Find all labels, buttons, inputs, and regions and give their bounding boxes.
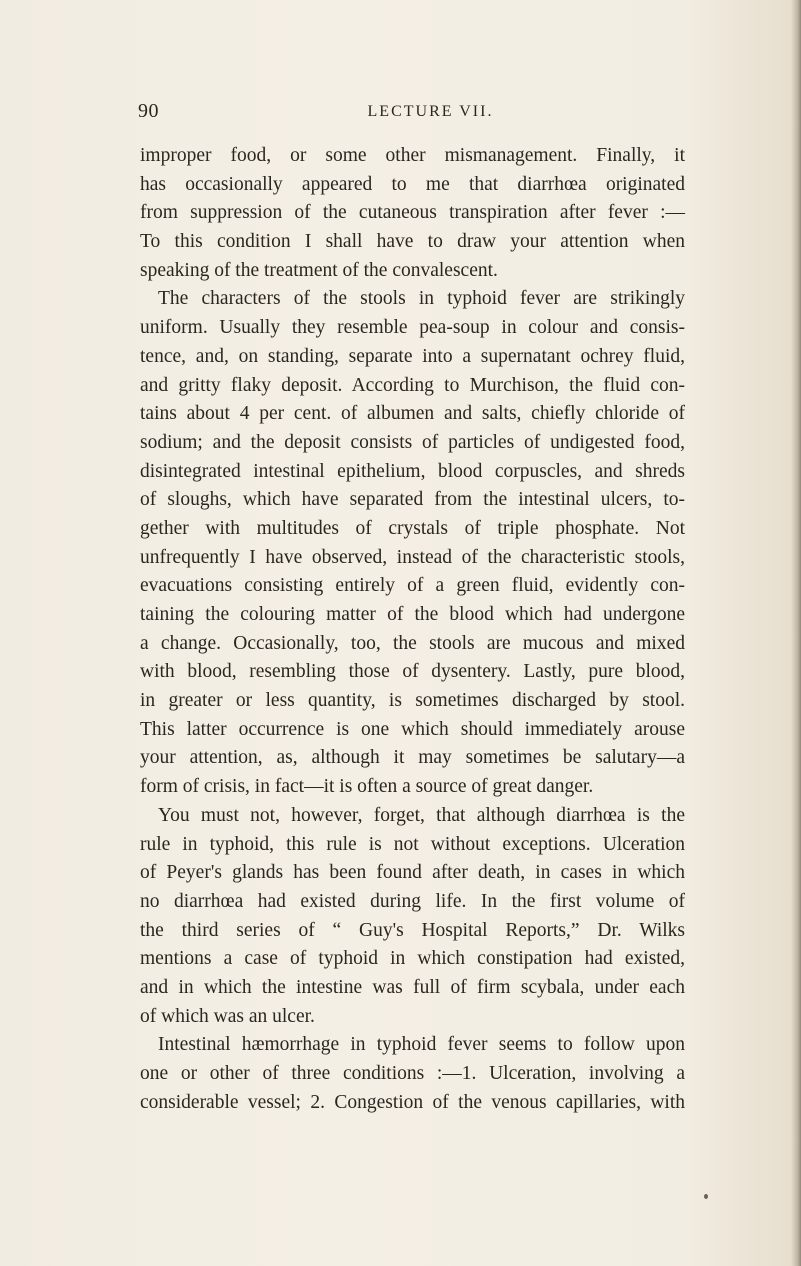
text-line: rule in typhoid, this rule is not without exceptions. Ulceration xyxy=(140,833,685,855)
text-line: sodium; and the deposit consists of particles of undigested food, xyxy=(140,431,685,453)
text-line: To this condition I shall have to draw your attention when xyxy=(140,231,685,253)
text-line: unfrequently I have observed, instead of the characteristic stools, xyxy=(140,546,685,568)
text-line: The characters of the stools in typhoid fever are strikingly xyxy=(158,288,685,310)
text-line: Intestinal hæmorrhage in typhoid fever seems to follow upon xyxy=(158,1034,685,1056)
text-line: of which was an ulcer. xyxy=(140,1005,315,1027)
body-text xyxy=(140,142,685,1117)
text-line: form of crisis, in fact—it is often a source of great danger. xyxy=(140,776,594,798)
text-line: your attention, as, although it may sometimes be salutary—a xyxy=(140,747,685,769)
text-line: disintegrated intestinal epithelium, blood corpuscles, and shreds xyxy=(140,460,685,482)
text-line: tence, and, on standing, separate into a supernatant ochrey fluid, xyxy=(140,345,685,367)
text-line: tains about 4 per cent. of albumen and salts, chiefly chloride of xyxy=(140,403,685,425)
text-line: the third series of “ Guy's Hospital Reports,” Dr. Wilks xyxy=(140,919,685,941)
text-line: speaking of the treatment of the convalescent. xyxy=(140,259,498,281)
page-edge-shadow xyxy=(791,0,801,1266)
page-number: 90 xyxy=(138,100,159,122)
text-line: mentions a case of typhoid in which constipation had existed, xyxy=(140,948,685,970)
text-line: has occasionally appeared to me that diarrhœa originated xyxy=(140,173,685,195)
text-line: evacuations consisting entirely of a green fluid, evidently con- xyxy=(140,575,685,597)
text-line: and gritty flaky deposit. According to Murchison, the fluid con- xyxy=(140,374,685,396)
text-line: of Peyer's glands has been found after death, in cases in which xyxy=(140,862,685,884)
text-line: in greater or less quantity, is sometimes discharged by stool. xyxy=(140,690,685,712)
text-line: from suppression of the cutaneous transpiration after fever :— xyxy=(140,202,685,224)
text-line: improper food, or some other mismanagement. Finally, it xyxy=(140,145,685,166)
text-line: with blood, resembling those of dysentery. Lastly, pure blood, xyxy=(140,661,685,683)
text-line: a change. Occasionally, too, the stools are mucous and mixed xyxy=(140,632,685,654)
text-line: gether with multitudes of crystals of triple phosphate. Not xyxy=(140,517,685,539)
text-line: of sloughs, which have separated from the intestinal ulcers, to- xyxy=(140,489,685,511)
text-line: considerable vessel; 2. Congestion of the venous capillaries, with xyxy=(140,1091,685,1113)
ink-speck xyxy=(704,1194,708,1199)
running-head: LECTURE VII. xyxy=(367,103,494,120)
text-line: one or other of three conditions :—1. Ulceration, involving a xyxy=(140,1063,685,1084)
text-line: and in which the intestine was full of firm scybala, under each xyxy=(140,976,685,998)
text-line: This latter occurrence is one which should immediately arouse xyxy=(140,718,685,740)
text-line: taining the colouring matter of the blood which had undergone xyxy=(140,604,685,625)
text-line: no diarrhœa had existed during life. In the first volume of xyxy=(140,890,685,912)
text-line: You must not, however, forget, that although diarrhœa is the xyxy=(158,804,685,826)
text-line: uniform. Usually they resemble pea-soup in colour and consis- xyxy=(140,317,685,339)
page-header xyxy=(0,100,801,132)
